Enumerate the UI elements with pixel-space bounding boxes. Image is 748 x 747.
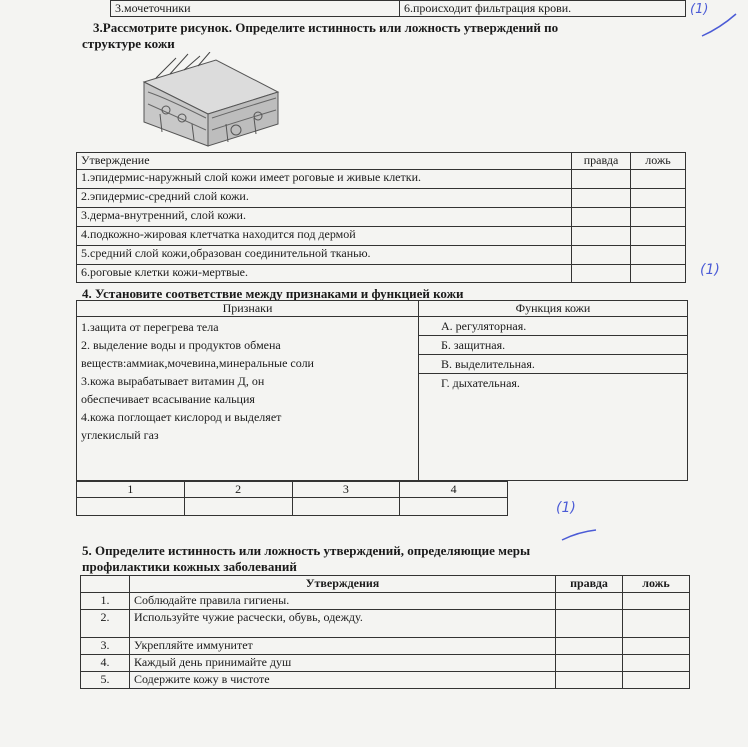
skin-structure-illustration [136,52,286,150]
q4-function-item: А. регуляторная. [419,317,687,336]
q3-true-cell[interactable] [572,246,631,265]
pen-stroke-top [700,10,740,40]
q4-sign-line: 2. выделение воды и продуктов обмена [81,338,281,352]
q3-true-cell[interactable] [572,208,631,227]
top-mark: (1) [690,2,709,17]
q3-true-cell[interactable] [572,170,631,189]
q3-header-true: правда [572,153,631,170]
q5-row-text: Укрепляйте иммунитет [130,638,556,655]
q3-true-cell[interactable] [572,227,631,246]
q4-sign-line: 3.кожа вырабатывает витамин Д, он [81,374,265,388]
q5-row-num: 2. [81,610,130,638]
q5-title-line2: профилактики кожных заболеваний [82,559,297,574]
q5-row-text: Каждый день принимайте душ [130,655,556,672]
q3-header-false: ложь [631,153,686,170]
q4-title: 4. Установите соответствие между признаками и функцией кожи [82,286,464,301]
q3-false-cell[interactable] [631,227,686,246]
q4-answer-header: 4 [400,482,508,498]
q3-true-cell[interactable] [572,265,631,283]
q3-false-cell[interactable] [631,246,686,265]
q4-function-item: В. выделительная. [419,355,687,374]
q5-true-cell[interactable] [556,638,623,655]
q5-true-cell[interactable] [556,610,623,638]
q4-answer-table [76,481,508,516]
q3-row: 2.эпидермис-средний слой кожи. [77,189,572,208]
q4-table [76,300,688,481]
q5-title-line1: 5. Определите истинность или ложность утверждений, определяющие меры [82,543,531,558]
q5-header-false: ложь [623,576,690,593]
q4-sign-line: веществ:аммиак,мочевина,минеральные соли [81,356,314,370]
q4-answer-cell[interactable] [400,498,508,516]
q5-true-cell[interactable] [556,672,623,689]
q5-false-cell[interactable] [623,638,690,655]
q3-row: 5.средний слой кожи,образован соединительной тканью. [77,246,572,265]
q5-header-statement: Утверждения [130,576,556,593]
q4-sign-line: углекислый газ [81,428,159,442]
q4-signs-cell [77,317,419,481]
pen-stroke-q5 [560,528,600,544]
q3-row: 3.дерма-внутренний, слой кожи. [77,208,572,227]
top-row-left: 3.мочеточники [111,1,400,17]
q4-function-item: Г. дыхательная. [441,376,520,390]
q4-function-item: Б. защитная. [419,336,687,355]
q4-sign-line: 4.кожа поглощает кислород и выделяет [81,410,282,424]
top-row-table [110,0,686,17]
q5-true-cell[interactable] [556,593,623,610]
q3-false-cell[interactable] [631,265,686,283]
q3-row: 4.подкожно-жировая клетчатка находится под дермой [77,227,572,246]
q4-answer-cell[interactable] [77,498,185,516]
q3-mark: (1) [700,262,720,278]
q5-false-cell[interactable] [623,593,690,610]
q4-sign-line: 1.защита от перегрева тела [81,320,219,334]
q5-true-cell[interactable] [556,655,623,672]
q4-sign-line: обеспечивает всасывание кальция [81,392,255,406]
q3-row: 1.эпидермис-наружный слой кожи имеет роговые и живые клетки. [77,170,572,189]
q4-header-functions: Функция кожи [419,301,688,317]
q4-functions-cell [419,317,688,481]
q5-row-num: 3. [81,638,130,655]
q4-answer-header: 1 [77,482,185,498]
q3-row: 6.роговые клетки кожи-мертвые. [77,265,572,283]
q5-row-num: 1. [81,593,130,610]
q5-false-cell[interactable] [623,672,690,689]
q5-table [80,575,690,689]
q4-answer-cell[interactable] [184,498,292,516]
q3-false-cell[interactable] [631,208,686,227]
q3-true-cell[interactable] [572,189,631,208]
q5-false-cell[interactable] [623,655,690,672]
q4-answer-cell[interactable] [292,498,400,516]
q3-title-line2: структуре кожи [82,36,175,51]
q5-row-text: Соблюдайте правила гигиены. [130,593,556,610]
q5-row-text: Используйте чужие расчески, обувь, одежду. [130,610,556,638]
top-row-right: 6.происходит фильтрация крови. [400,1,686,17]
q5-header-true: правда [556,576,623,593]
q4-header-signs: Признаки [77,301,419,317]
q4-answer-header: 2 [184,482,292,498]
q5-false-cell[interactable] [623,610,690,638]
q4-answer-header: 3 [292,482,400,498]
q3-title-line1: 3.Рассмотрите рисунок. Определите истинность или ложность утверждений по [93,20,559,35]
q3-false-cell[interactable] [631,170,686,189]
q3-false-cell[interactable] [631,189,686,208]
q5-row-num: 4. [81,655,130,672]
q4-mark: (1) [556,500,576,516]
q3-header-statement: Утверждение [77,153,572,170]
q5-row-text: Содержите кожу в чистоте [130,672,556,689]
q5-row-num: 5. [81,672,130,689]
q3-table [76,152,686,283]
